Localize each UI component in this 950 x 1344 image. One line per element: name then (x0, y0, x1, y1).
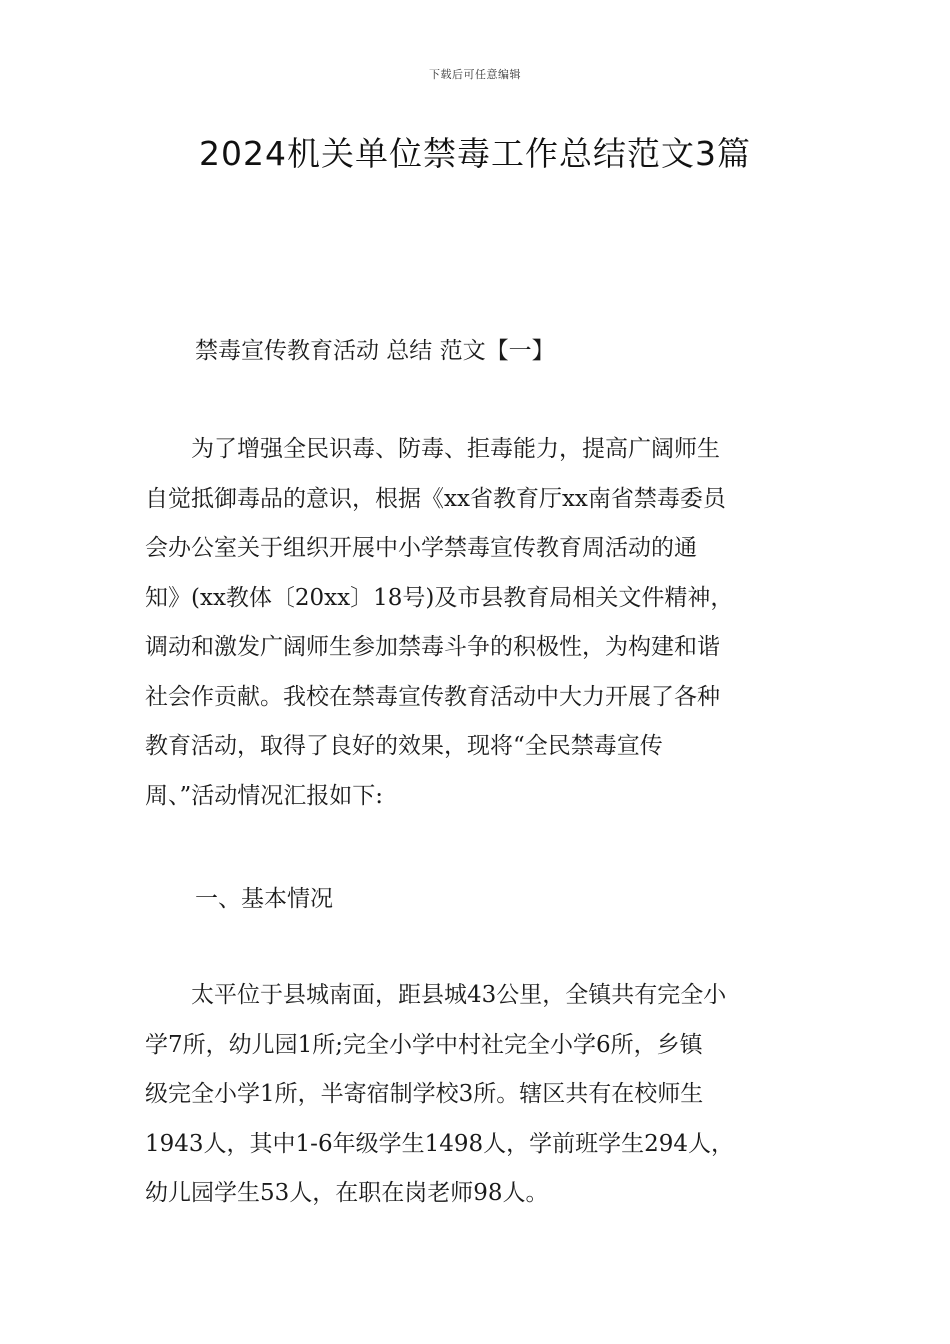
paragraph-intro (145, 425, 807, 821)
paragraph-line: 自觉抵御毒品的意识，根据《xx省教育厅xx南省禁毒委员 (145, 485, 726, 512)
paragraph-line: 调动和激发广阔师生参加禁毒斗争的积极性，为构建和谐 (145, 634, 720, 660)
paragraph-line: 级完全小学1所，半寄宿制学校3所。辖区共有在校师生 (145, 1081, 704, 1107)
paragraph-line: 周、”活动情况汇报如下: (145, 782, 384, 809)
paragraph-basic-info (145, 971, 807, 1219)
paragraph-line: 1943人，其中1-6年级学生1498人，学前班学生294人， (145, 1130, 735, 1157)
paragraph-line: 会办公室关于组织开展中小学禁毒宣传教育周活动的通 (145, 535, 697, 561)
paragraph-line: 太平位于县城南面，距县城43公里，全镇共有完全小 (145, 982, 727, 1008)
paragraph-line: 为了增强全民识毒、防毒、拒毒能力，提高广阔师生 (145, 436, 720, 462)
paragraph-line: 知》(xx教体〔20xx〕18号)及市县教育局相关文件精神， (145, 584, 734, 611)
paragraph-line: 学7所，幼儿园1所;完全小学中村社完全小学6所，乡镇 (145, 1031, 703, 1058)
paragraph-line: 社会作贡献。我校在禁毒宣传教育活动中大力开展了各种 (145, 683, 720, 710)
section-heading-basic-info: 一、基本情况 (195, 886, 333, 912)
paragraph-line: 教育活动，取得了良好的效果，现将“全民禁毒宣传 (145, 733, 663, 759)
header-note: 下载后可任意编辑 (429, 68, 521, 81)
paragraph-line: 幼儿园学生53人，在职在岗老师98人。 (145, 1180, 549, 1206)
section-heading-one: 禁毒宣传教育活动 总结 范文【一】 (195, 338, 555, 364)
document-title: 2024机关单位禁毒工作总结范文3篇 (199, 134, 751, 173)
